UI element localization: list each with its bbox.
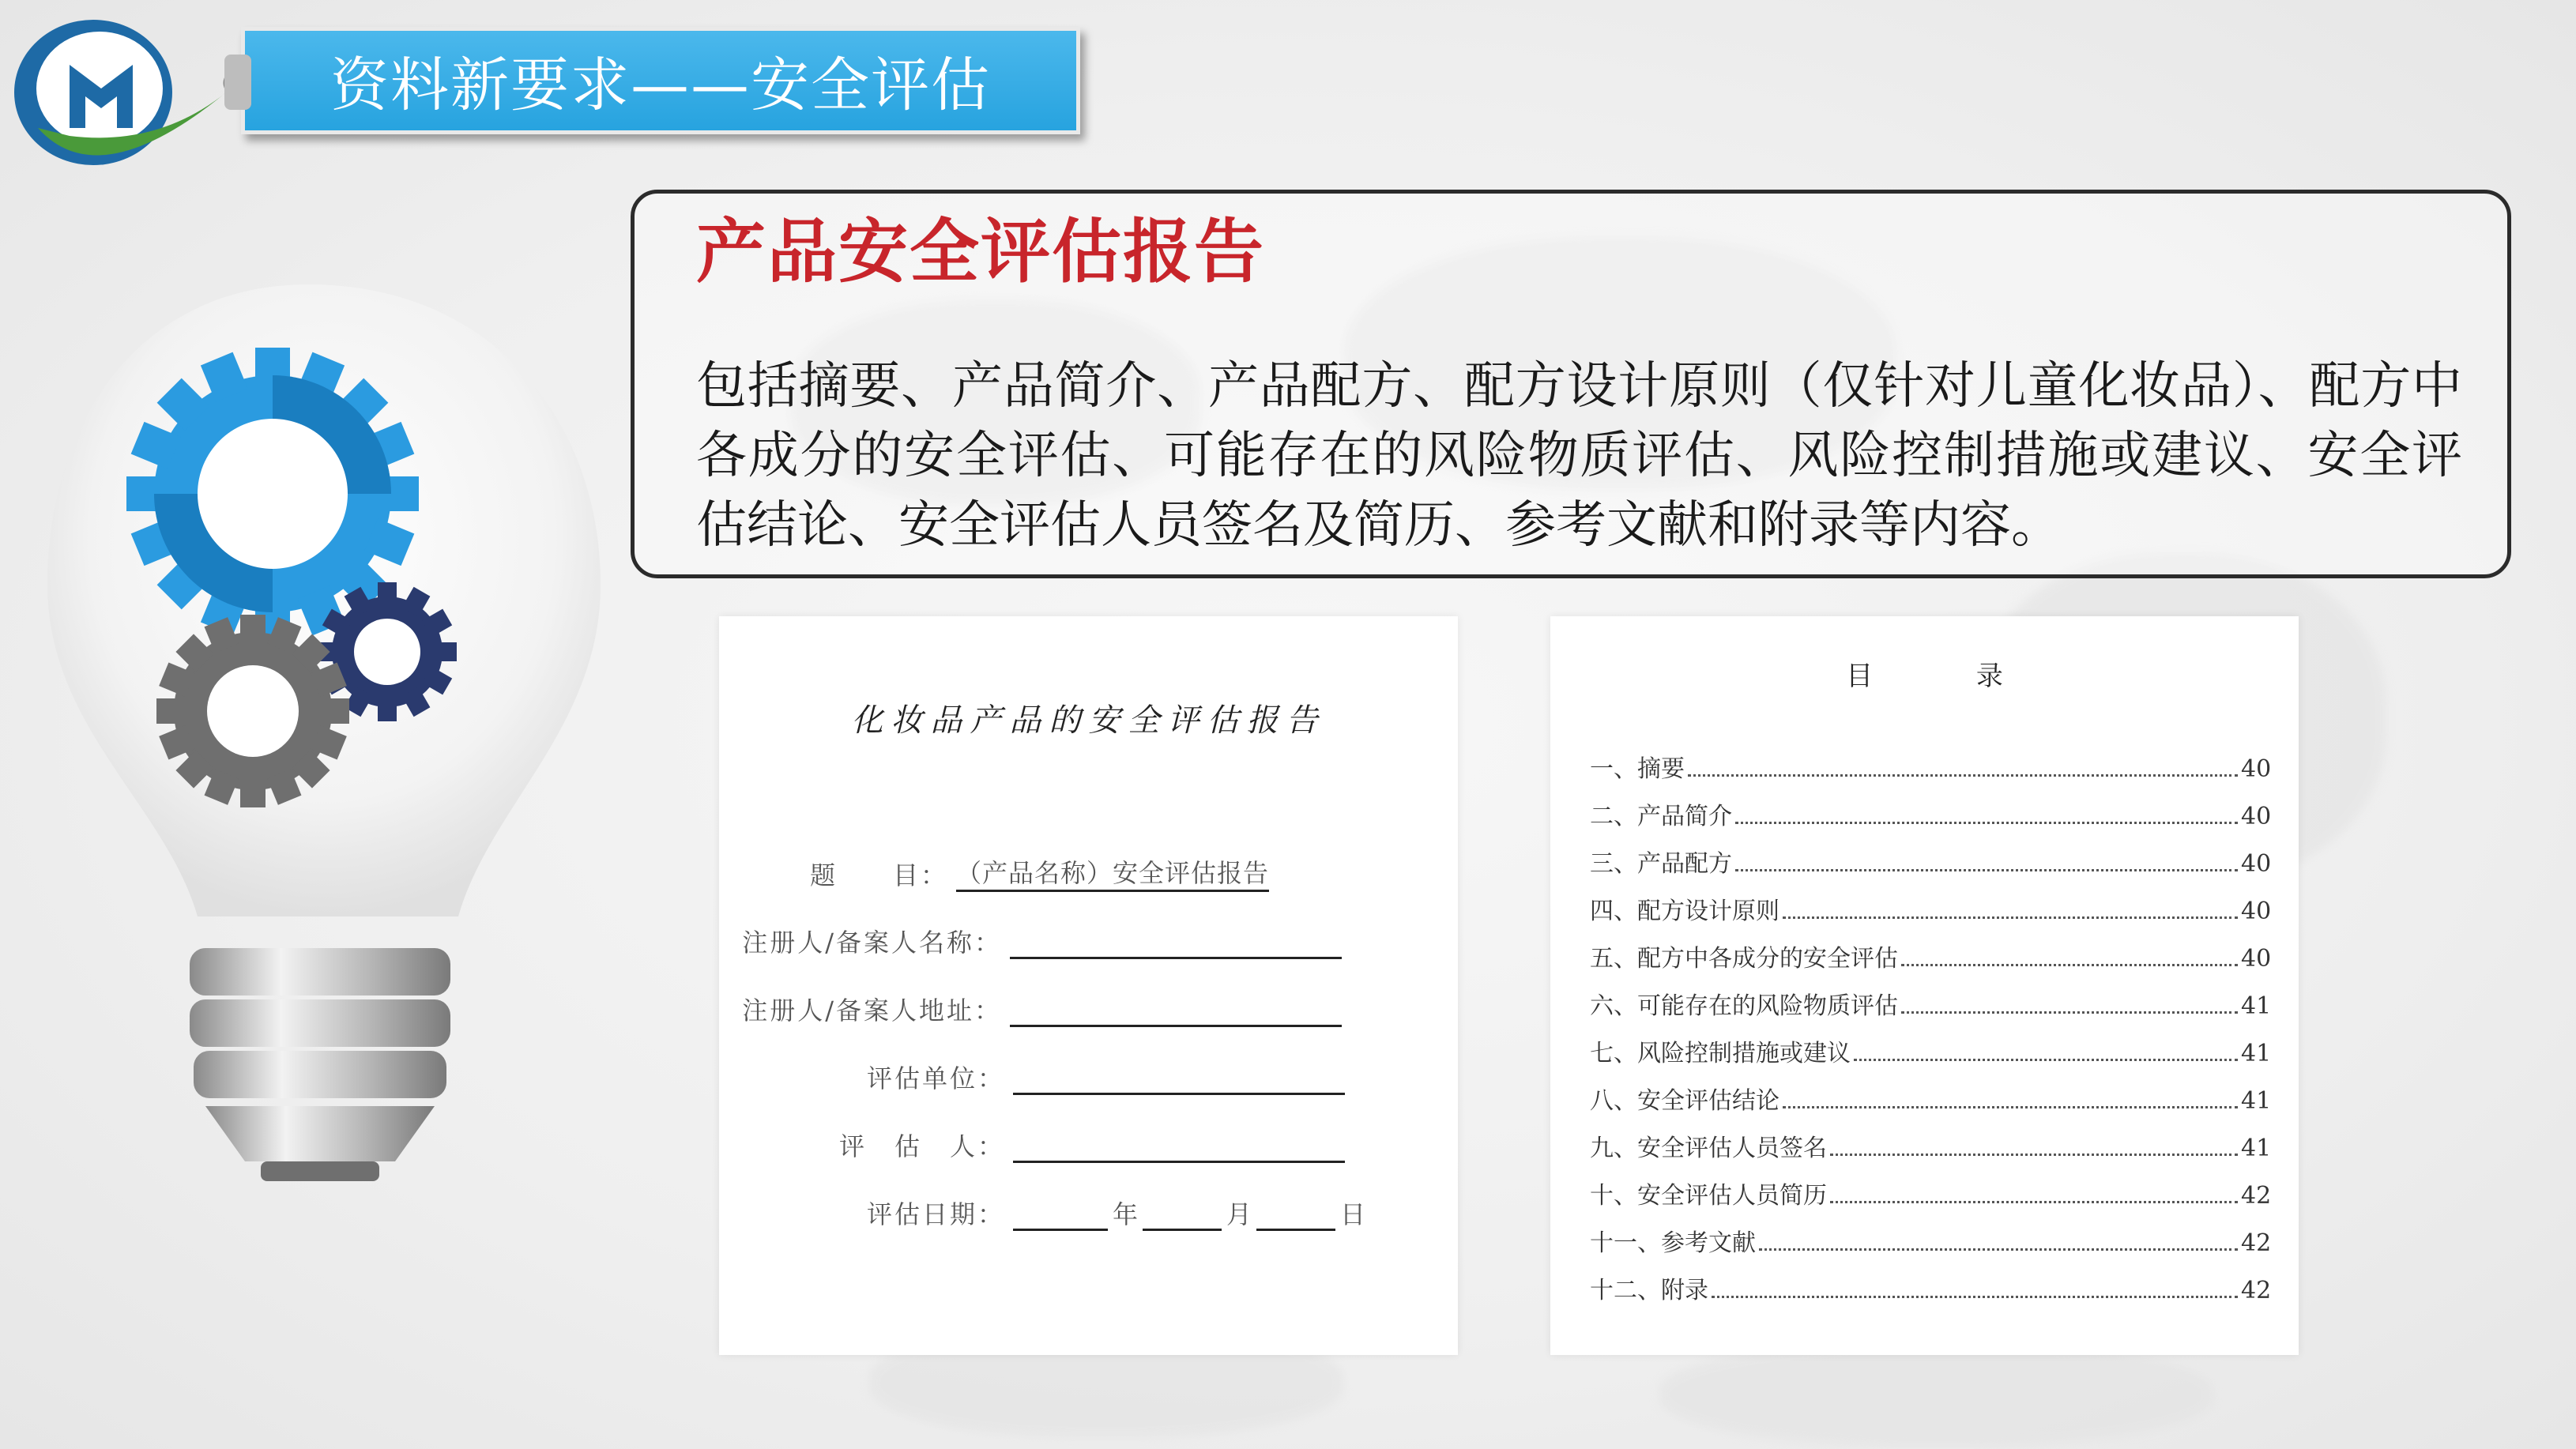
toc-leader: [1759, 1248, 2238, 1251]
registrant-address-line: [1010, 996, 1342, 1027]
toc-item: [1590, 749, 2272, 796]
cover-title: 化妆品产品的安全评估报告: [851, 702, 1326, 739]
date-year-unit: 年: [1113, 1199, 1139, 1229]
toc-item: [1590, 986, 2272, 1033]
toc-item-label: 三、产品配方: [1590, 850, 1732, 878]
info-body: 包括摘要、产品简介、产品配方、配方设计原则（仅针对儿童化妆品）、配方中各成分的安全评估、可能存在的风险物质评估、风险控制措施或建议、安全评估结论、安全评估人员签名及简历、参考文献和附录等内容。: [696, 357, 2462, 555]
lightbulb-icon: [47, 284, 601, 1185]
toc-item-label: 五、配方中各成分的安全评估: [1590, 945, 1898, 973]
assessment-unit-label: 评估单位：: [866, 1063, 1005, 1093]
toc-item-page: 41: [2241, 992, 2272, 1020]
toc-item-label: 十二、附录: [1590, 1277, 1708, 1304]
toc-item-page: 40: [2241, 850, 2272, 878]
toc-item-label: 四、配方设计原则: [1590, 898, 1779, 925]
toc-item: [1590, 1033, 2272, 1081]
subject-value: （产品名称）安全评估报告: [956, 853, 1269, 892]
toc-leader: [1688, 774, 2238, 777]
slide-title: 资料新要求——安全评估: [330, 51, 991, 119]
toc-item: [1590, 796, 2272, 844]
date-day-unit: 日: [1340, 1199, 1366, 1229]
toc-item-page: 40: [2241, 755, 2272, 783]
toc-item: [1590, 1128, 2272, 1176]
subject-label: 题 目：: [809, 860, 948, 890]
registrant-name-line: [1010, 928, 1342, 959]
map-blob: [1659, 1343, 2213, 1446]
date-day-line: [1256, 1200, 1335, 1231]
date-month-line: [1143, 1200, 1222, 1231]
info-box: [631, 190, 2511, 578]
form-row-subject: [719, 853, 1269, 892]
toc-item-page: 41: [2241, 1040, 2272, 1067]
toc-item: [1590, 891, 2272, 939]
toc-item-label: 七、风险控制措施或建议: [1590, 1040, 1851, 1067]
form-row-registrant-address: [719, 991, 1342, 1027]
toc-leader: [1712, 1296, 2238, 1298]
toc-leader: [1735, 822, 2238, 824]
toc-item-page: 42: [2241, 1182, 2272, 1210]
cover-page: [719, 616, 1458, 1355]
toc-item: [1590, 1270, 2272, 1318]
toc-item: [1590, 1223, 2272, 1270]
date-year-line: [1013, 1200, 1108, 1231]
toc-item-page: 42: [2241, 1277, 2272, 1304]
toc-leader: [1901, 964, 2238, 966]
toc-item-label: 一、摘要: [1590, 755, 1685, 783]
form-row-assessor: [719, 1127, 1345, 1163]
toc-leader: [1854, 1059, 2238, 1061]
toc-leader: [1830, 1201, 2238, 1203]
assessor-line: [1013, 1132, 1345, 1163]
toc-item: [1590, 1176, 2272, 1223]
toc-item-page: 41: [2241, 1135, 2272, 1162]
logo-icon: [6, 9, 243, 167]
toc-item-page: 40: [2241, 945, 2272, 973]
form-row-registrant-name: [719, 923, 1342, 959]
toc-item-page: 40: [2241, 898, 2272, 925]
toc-item-page: 42: [2241, 1229, 2272, 1257]
toc-item-label: 十一、参考文献: [1590, 1229, 1756, 1257]
toc-item-label: 二、产品简介: [1590, 803, 1732, 830]
toc-leader: [1901, 1011, 2238, 1014]
toc-item: [1590, 844, 2272, 891]
toc-item-label: 九、安全评估人员签名: [1590, 1135, 1827, 1162]
registrant-address-label: 注册人/备案人地址：: [742, 995, 1002, 1026]
toc-item-label: 八、安全评估结论: [1590, 1087, 1779, 1115]
slide-title-banner: [241, 27, 1080, 134]
date-month-unit: 月: [1226, 1199, 1252, 1229]
toc-page: [1550, 616, 2299, 1355]
toc-leader: [1783, 916, 2238, 919]
toc-item-label: 十、安全评估人员简历: [1590, 1182, 1827, 1210]
toc-item-label: 六、可能存在的风险物质评估: [1590, 992, 1898, 1020]
form-row-assessment-unit: [719, 1059, 1345, 1095]
toc-item-page: 40: [2241, 803, 2272, 830]
toc-leader: [1783, 1106, 2238, 1108]
assessment-unit-line: [1013, 1064, 1345, 1095]
toc-item: [1590, 1081, 2272, 1128]
toc-item-page: 41: [2241, 1087, 2272, 1115]
toc-list: [1590, 749, 2272, 1318]
registrant-name-label: 注册人/备案人名称：: [742, 928, 1002, 958]
info-heading: 产品安全评估报告: [696, 211, 1266, 292]
assessor-label: 评 估 人：: [838, 1131, 1005, 1161]
toc-title: 目 录: [1846, 661, 2051, 692]
toc-item: [1590, 939, 2272, 986]
toc-leader: [1830, 1154, 2238, 1156]
toc-leader: [1735, 869, 2238, 871]
date-label: 评估日期：: [866, 1199, 1005, 1229]
form-row-date: [719, 1195, 1370, 1231]
